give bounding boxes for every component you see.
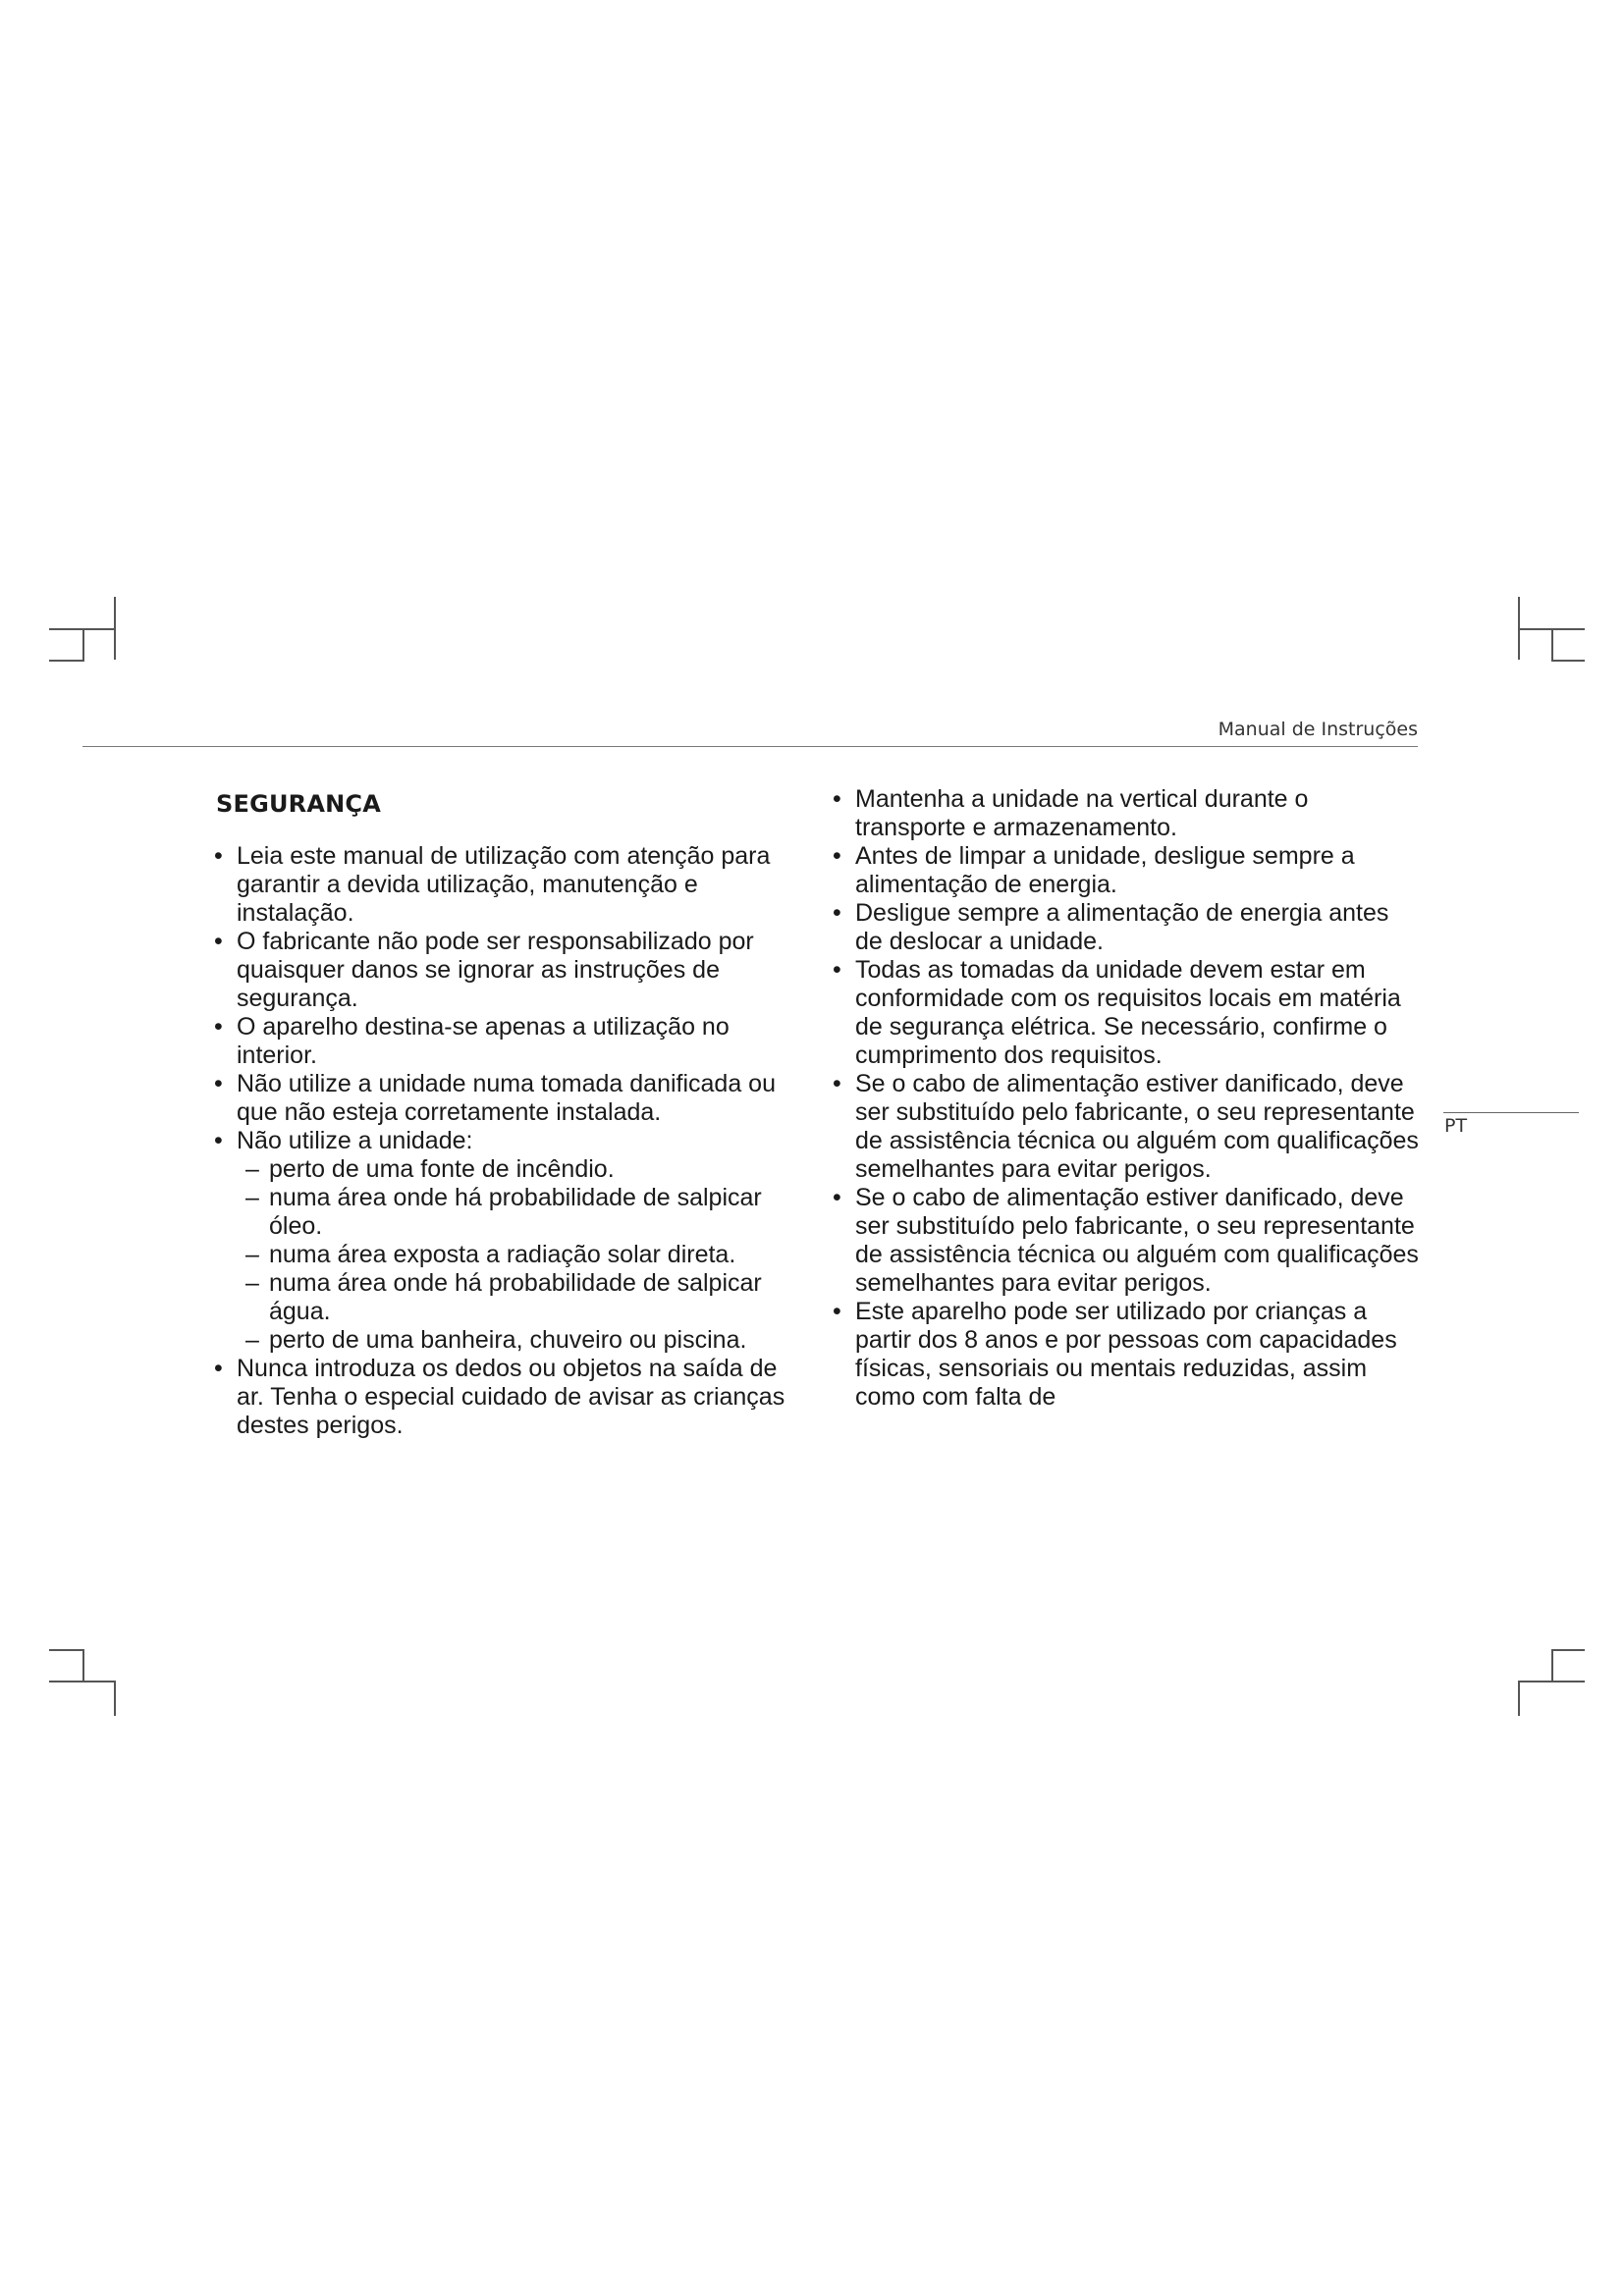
list-item: • Desligue sempre a alimentação de energia antes de deslocar a unidade. xyxy=(833,899,1422,956)
list-item: • Todas as tomadas da unidade devem estar em conformidade com os requisitos locais em matéria de segurança elétrica. Se necessário, confirme o cumprimento dos requisitos. xyxy=(833,956,1422,1070)
crop-mark xyxy=(82,1649,84,1682)
sub-list-item: – numa área exposta a radiação solar direta. xyxy=(214,1241,803,1269)
list-item: • Se o cabo de alimentação estiver danificado, deve ser substituído pelo fabricante, o seu representante de assistência técnica ou alguém com qualificações semelhantes para evitar perigos. xyxy=(833,1070,1422,1184)
list-item: • Leia este manual de utilização com atenção para garantir a devida utilização, manutenção e instalação. xyxy=(214,842,803,928)
left-column xyxy=(214,790,803,1440)
safety-list-left xyxy=(214,842,803,1440)
crop-mark xyxy=(49,660,84,662)
header-title: Manual de Instruções xyxy=(1218,719,1418,740)
list-item: • Não utilize a unidade numa tomada danificada ou que não esteja corretamente instalada. xyxy=(214,1070,803,1127)
right-column xyxy=(833,785,1422,1412)
sub-list-item: – perto de uma fonte de incêndio. xyxy=(214,1155,803,1184)
crop-mark xyxy=(49,1649,84,1651)
crop-mark xyxy=(1551,628,1553,662)
list-item: • Não utilize a unidade: xyxy=(214,1127,803,1155)
crop-mark xyxy=(1551,1649,1553,1682)
crop-mark xyxy=(1551,660,1585,662)
safety-list-right xyxy=(833,785,1422,1412)
language-tab-label: PT xyxy=(1444,1115,1468,1137)
side-tab-rule xyxy=(1443,1112,1579,1113)
sub-list-item: – numa área onde há probabilidade de salpicar óleo. xyxy=(214,1184,803,1241)
crop-mark xyxy=(82,628,84,662)
crop-mark xyxy=(1551,1649,1585,1651)
crop-mark xyxy=(114,1681,116,1716)
list-item: • Mantenha a unidade na vertical durante o transporte e armazenamento. xyxy=(833,785,1422,842)
list-item: • Este aparelho pode ser utilizado por crianças a partir dos 8 anos e por pessoas com capacidades físicas, sensoriais ou mentais reduzidas, assim como com falta de xyxy=(833,1298,1422,1412)
list-item: • O fabricante não pode ser responsabilizado por quaisquer danos se ignorar as instruções de segurança. xyxy=(214,928,803,1013)
sub-list-item: – numa área onde há probabilidade de salpicar água. xyxy=(214,1269,803,1326)
section-title: SEGURANÇA xyxy=(216,790,381,818)
crop-mark xyxy=(1518,1681,1585,1682)
crop-mark xyxy=(49,1681,116,1682)
crop-mark xyxy=(1518,1681,1520,1716)
sub-list-item: – perto de uma banheira, chuveiro ou piscina. xyxy=(214,1326,803,1355)
list-item: • Se o cabo de alimentação estiver danificado, deve ser substituído pelo fabricante, o seu representante de assistência técnica ou alguém com qualificações semelhantes para evitar perigos. xyxy=(833,1184,1422,1298)
list-item: • O aparelho destina-se apenas a utilização no interior. xyxy=(214,1013,803,1070)
list-item: • Antes de limpar a unidade, desligue sempre a alimentação de energia. xyxy=(833,842,1422,899)
header-rule xyxy=(82,746,1418,747)
list-item: • Nunca introduza os dedos ou objetos na saída de ar. Tenha o especial cuidado de avisar as crianças destes perigos. xyxy=(214,1355,803,1440)
